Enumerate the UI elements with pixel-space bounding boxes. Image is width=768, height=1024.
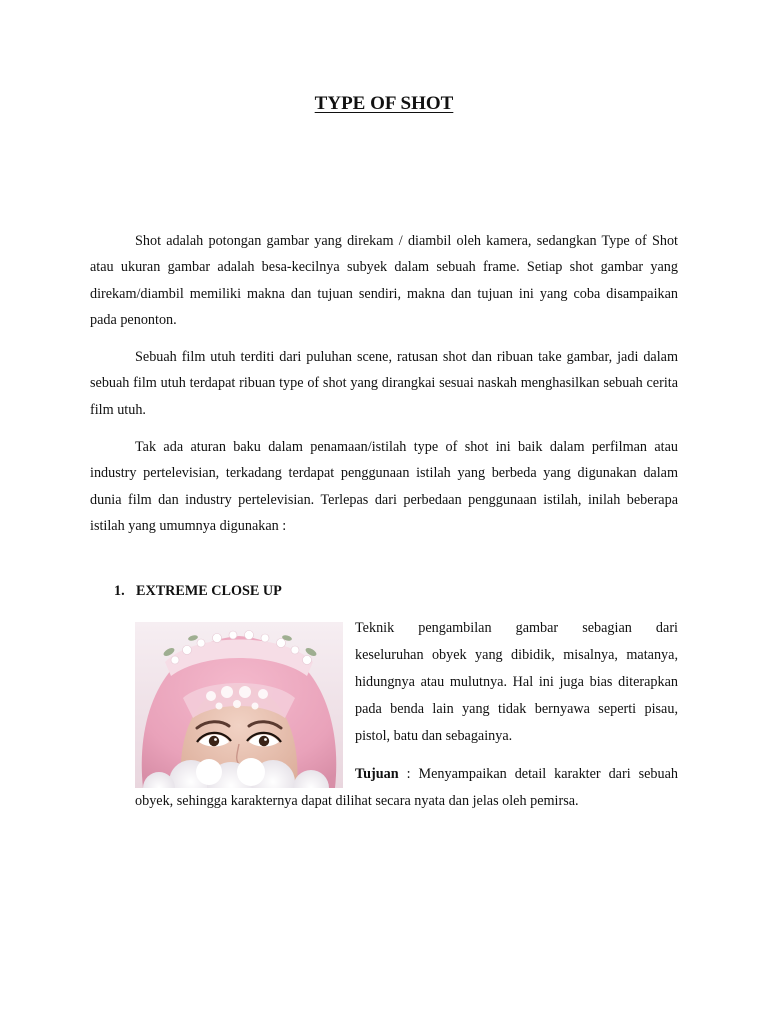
purpose-text-continued: obyek, sehingga karakternya dapat dilihat secara nyata dan jelas oleh pemirsa. — [135, 793, 579, 809]
purpose-label: Tujuan — [355, 766, 399, 782]
paragraph-terminology: Tak ada aturan baku dalam penamaan/istilah type of shot ini baik dalam perfilman atau industry pertelevisian, terkadang terdapat penggunaan istilah yang berbeda yang digunakan dalam dunia film dan industry pertelevisian. Terlepas dari perbedaan penggunaan istilah, inilah beberapa istilah yang umumnya digunakan : — [90, 439, 678, 534]
purpose-text-start: : Menyampaikan detail karakter dari sebuah — [398, 766, 678, 782]
description-line: Teknik pengambilan gambar sebagian dari — [355, 620, 678, 636]
page-title: TYPE OF SHOT — [314, 93, 454, 114]
paragraph-film-structure: Sebuah film utuh terditi dari puluhan scene, ratusan shot dan ribuan take gambar, jadi dalam sebuah film utuh terdapat ribuan type of shot yang dirangkai sesuai naskah menghasilkan sebuah cerita film utuh. — [90, 349, 678, 418]
section-title: EXTREME CLOSE UP — [136, 583, 282, 599]
section-description — [355, 615, 678, 750]
purpose-line — [355, 761, 678, 788]
paragraph-intro: Shot adalah potongan gambar yang direkam / diambil oleh kamera, sedangkan Type of Shot atau ukuran gambar adalah besa-kecilnya subyek dalam sebuah frame. Setiap shot gambar yang direkam/diambil memiliki makna dan tujuan sendiri, makna dan tujuan ini yang coba disampaikan pada penonton. — [90, 233, 678, 328]
description-line: pistol, batu dan sebagainya. — [355, 728, 513, 744]
section-heading — [114, 583, 282, 600]
description-line: pada benda lain yang tidak bernyawa seperti pisau, — [355, 701, 678, 717]
description-line: keseluruhan obyek yang dibidik, misalnya, matanya, — [355, 647, 678, 663]
section-number: 1. — [114, 583, 125, 599]
description-line: hidungnya atau mulutnya. Hal ini juga bias diterapkan — [355, 674, 678, 690]
extreme-close-up-photo — [135, 622, 343, 788]
